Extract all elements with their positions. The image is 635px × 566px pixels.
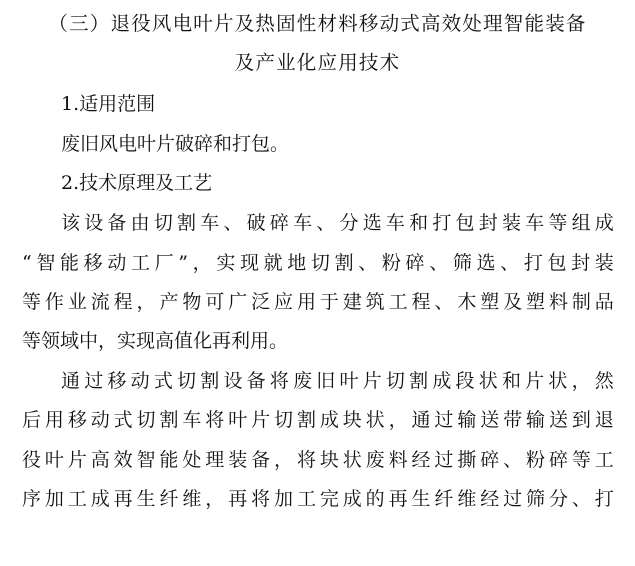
section-1-heading: 1.适用范围	[61, 93, 156, 115]
paragraph-2-line-1: 通过移动式切割设备将废旧叶片切割成段状和片状，然	[61, 370, 614, 392]
section-1-text: 废旧风电叶片破碎和打包。	[61, 133, 290, 155]
title-line-2: 及产业化应用技术	[234, 51, 401, 74]
section-2-heading: 2.技术原理及工艺	[61, 172, 213, 194]
paragraph-2-line-2: 后用移动式切割车将叶片切割成块状，通过输送带输送到退	[22, 409, 614, 431]
paragraph-1-line-2: “智能移动工厂”，实现就地切割、粉碎、筛选、打包封装	[22, 252, 614, 274]
title-line-1: （三）退役风电叶片及热固性材料移动式高效处理智能装备	[48, 12, 587, 35]
paragraph-1-line-1: 该设备由切割车、破碎车、分选车和打包封装车等组成	[61, 212, 614, 234]
paragraph-1-line-3: 等作业流程，产物可广泛应用于建筑工程、木塑及塑料制品	[22, 291, 614, 313]
paragraph-1-line-4: 等领域中，实现高值化再利用。	[22, 330, 289, 352]
paragraph-2-line-3: 役叶片高效智能处理装备，将块状废料经过撕碎、粉碎等工	[22, 449, 614, 471]
paragraph-2-line-4: 序加工成再生纤维，再将加工完成的再生纤维经过筛分、打	[22, 488, 614, 510]
